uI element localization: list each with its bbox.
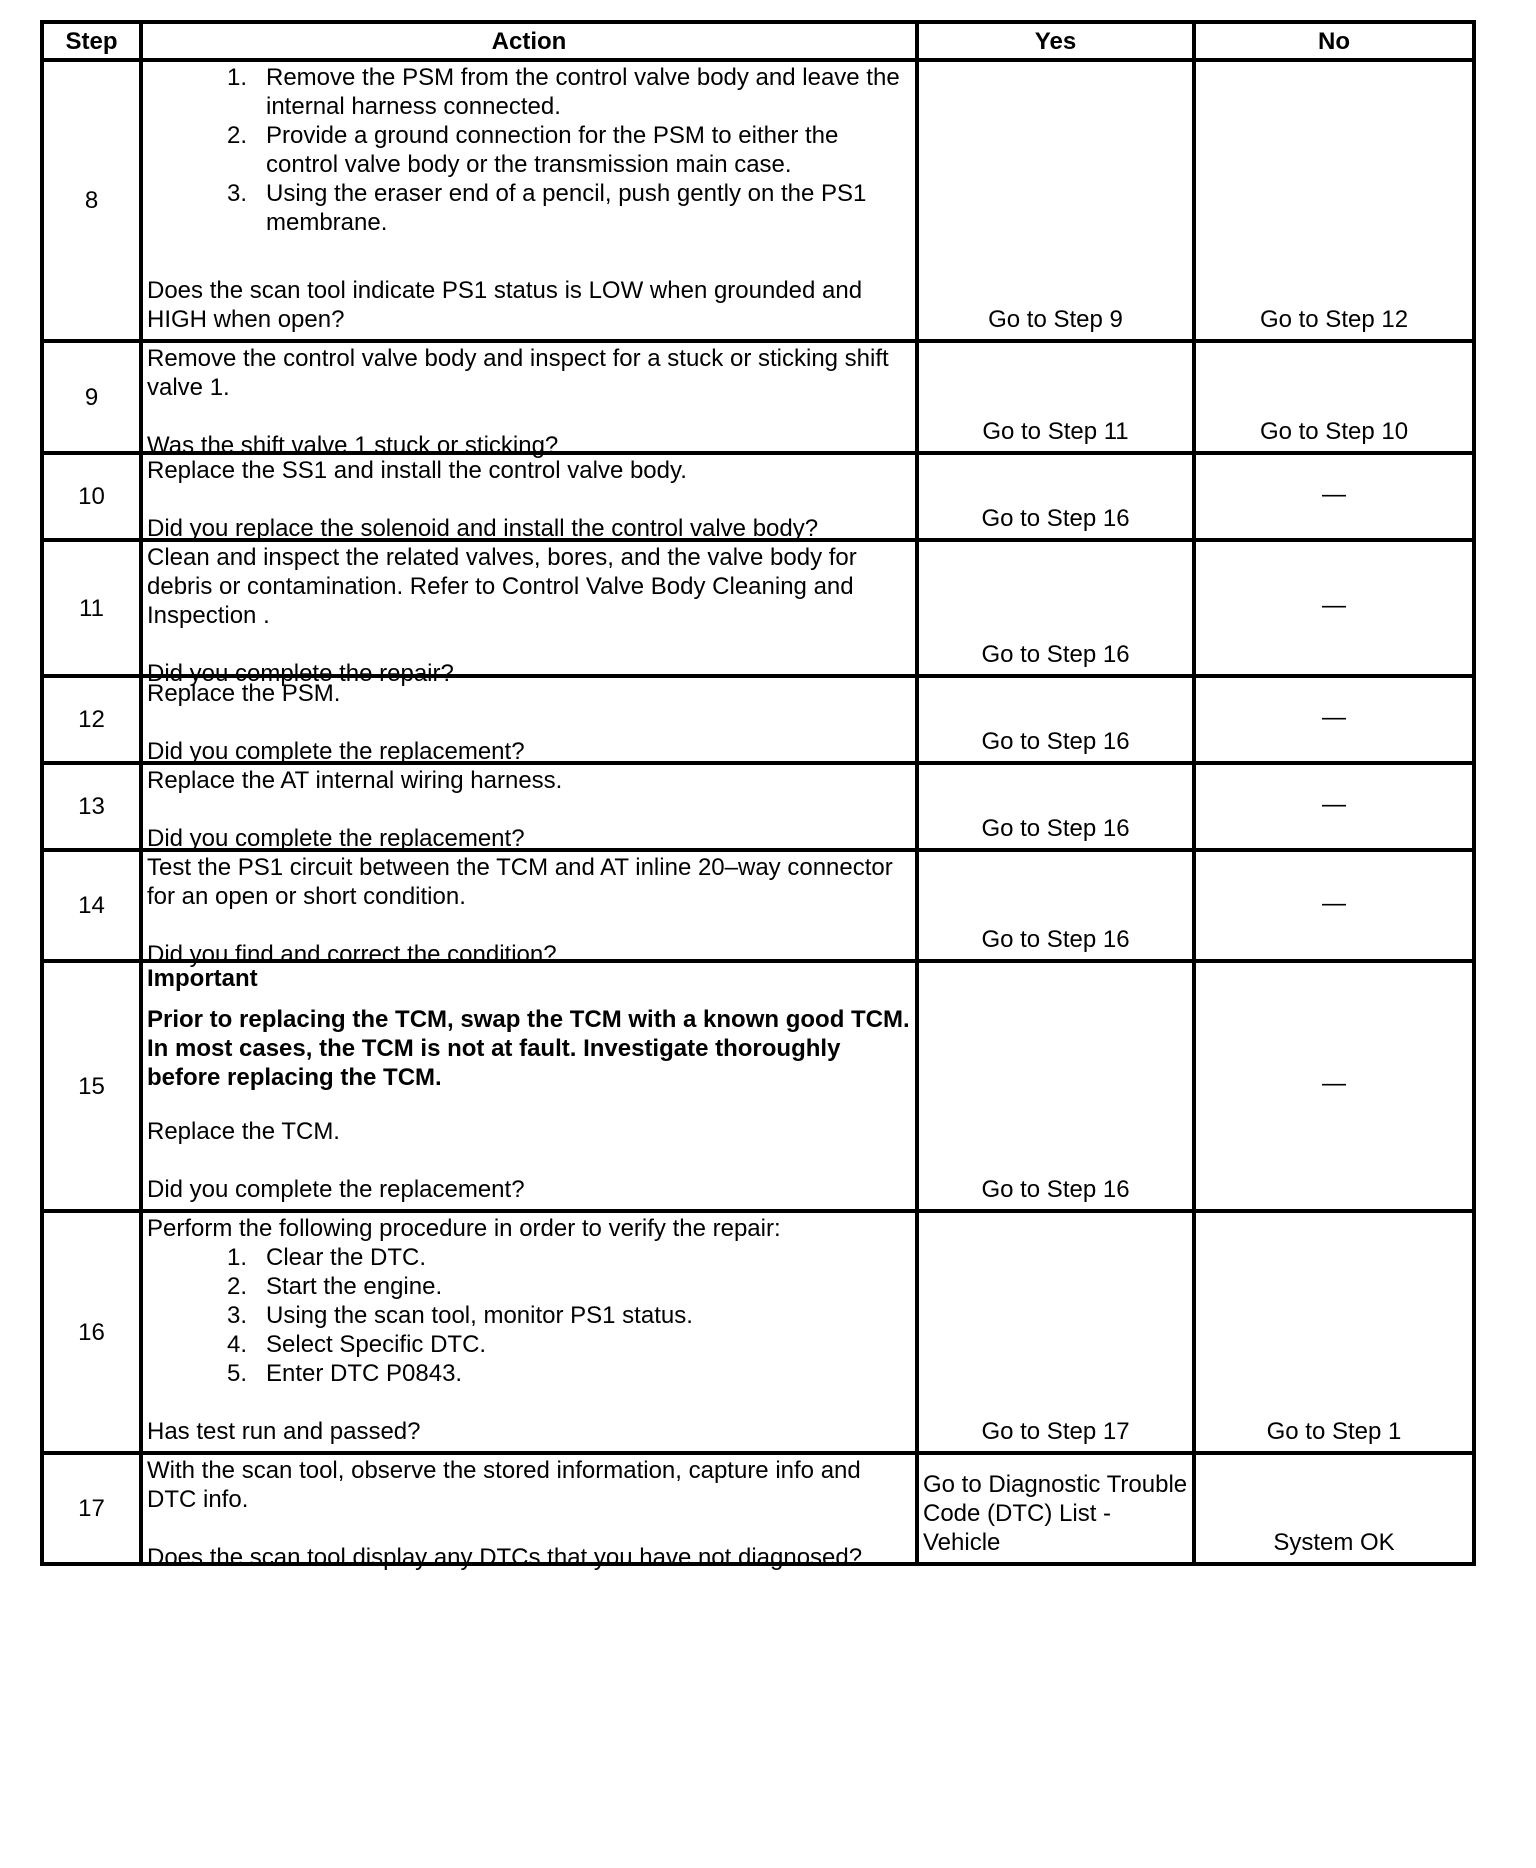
no-result: —	[1322, 1070, 1346, 1097]
list-item-number: 2.	[226, 122, 247, 149]
list-item-text: Provide a ground connection for the PSM to either the control valve body or the transmission main case.	[266, 122, 839, 178]
step-number: 8	[42, 60, 141, 341]
table-row	[42, 1211, 1474, 1453]
action-text: Remove the control valve body and inspect for a stuck or sticking shift valve 1.	[147, 345, 889, 401]
table-body	[42, 60, 1474, 1571]
yes-result: Go to Step 16	[981, 641, 1130, 668]
important-heading: Important	[147, 965, 258, 992]
list-item-number: 1.	[226, 64, 247, 91]
no-cell	[1194, 1453, 1474, 1564]
action-question: Was the shift valve 1 stuck or sticking?	[147, 432, 559, 459]
list-item	[147, 1272, 911, 1301]
action-question: Did you complete the repair?	[147, 660, 454, 687]
no-cell	[1194, 850, 1474, 961]
list-item-number: 4.	[226, 1331, 247, 1358]
yes-result: Go to Step 16	[981, 926, 1130, 953]
action-question: Did you replace the solenoid and install the control valve body?	[147, 515, 819, 542]
header-row	[42, 22, 1474, 60]
list-item	[147, 121, 911, 179]
list-item-text: Using the scan tool, monitor PS1 status.	[266, 1302, 693, 1329]
action-text: Replace the PSM.	[147, 680, 341, 707]
yes-cell	[917, 1453, 1194, 1564]
list-item	[147, 1301, 911, 1330]
list-item	[147, 179, 911, 237]
action-cell	[141, 60, 917, 341]
step-number: 10	[42, 453, 141, 540]
list-item-text: Select Specific DTC.	[266, 1331, 487, 1358]
yes-result: Go to Diagnostic Trouble Code (DTC) List - Vehicle	[923, 1471, 1188, 1556]
yes-result: Go to Step 9	[988, 306, 1123, 333]
action-cell	[141, 1453, 917, 1571]
action-question: Has test run and passed?	[147, 1418, 421, 1445]
step-number: 11	[42, 540, 141, 676]
table-row	[42, 961, 1474, 1211]
important-note: Prior to replacing the TCM, swap the TCM with a known good TCM. In most cases, the TCM is not at fault. Investigate thoroughly before replacing the TCM.	[147, 1006, 910, 1092]
list-item-text: Remove the PSM from the control valve body and leave the internal harness connected.	[266, 64, 900, 120]
yes-cell	[917, 1211, 1194, 1453]
action-cell	[141, 676, 917, 763]
action-question: Did you complete the replacement?	[147, 1175, 525, 1203]
yes-result: Go to Step 16	[981, 728, 1130, 755]
yes-cell	[917, 60, 1194, 341]
no-cell	[1194, 341, 1474, 453]
list-item-text: Using the eraser end of a pencil, push gently on the PS1 membrane.	[266, 180, 867, 236]
yes-cell	[917, 676, 1194, 763]
no-result: —	[1322, 592, 1346, 619]
table-row	[42, 676, 1474, 763]
yes-result: Go to Step 11	[982, 418, 1129, 445]
no-result: —	[1322, 790, 1346, 818]
list-item-number: 5.	[226, 1360, 247, 1387]
action-cell	[141, 453, 917, 540]
yes-cell	[917, 961, 1194, 1211]
list-item	[147, 1359, 911, 1388]
list-item-text: Start the engine.	[266, 1273, 443, 1300]
step-number: 12	[42, 676, 141, 763]
action-text: With the scan tool, observe the stored information, capture info and DTC info.	[147, 1457, 861, 1513]
action-cell	[141, 1211, 917, 1453]
yes-result: Go to Step 16	[981, 1176, 1130, 1203]
yes-result: Go to Step 17	[981, 1418, 1130, 1445]
table-row	[42, 341, 1474, 453]
list-item-number: 1.	[226, 1244, 247, 1271]
procedure-list	[147, 63, 911, 237]
step-number: 13	[42, 763, 141, 850]
no-cell	[1194, 540, 1474, 676]
no-result: System OK	[1273, 1529, 1395, 1556]
yes-cell	[917, 540, 1194, 676]
table-row	[42, 453, 1474, 540]
table-row	[42, 60, 1474, 341]
header-action: Action	[141, 22, 917, 60]
list-item	[147, 1330, 911, 1359]
action-text: Replace the TCM.	[147, 1117, 340, 1145]
no-cell	[1194, 676, 1474, 763]
action-text: Test the PS1 circuit between the TCM and AT inline 20–way connector for an open or short condition.	[147, 854, 893, 910]
no-result: Go to Step 1	[1266, 1418, 1402, 1445]
diagnostic-table	[40, 20, 1476, 1571]
table-row	[42, 850, 1474, 961]
action-cell	[141, 850, 917, 968]
list-item-number: 2.	[226, 1273, 247, 1300]
action-text: Replace the SS1 and install the control valve body.	[147, 457, 687, 484]
no-cell	[1194, 1211, 1474, 1453]
step-number: 15	[42, 961, 141, 1211]
action-cell	[141, 540, 917, 687]
action-text: Replace the AT internal wiring harness.	[147, 767, 563, 794]
no-cell	[1194, 453, 1474, 540]
yes-cell	[917, 763, 1194, 850]
list-item	[147, 1243, 911, 1272]
list-item	[147, 63, 911, 121]
step-number: 17	[42, 1453, 141, 1564]
yes-cell	[917, 453, 1194, 540]
no-result: —	[1322, 889, 1346, 917]
yes-result: Go to Step 16	[981, 815, 1130, 842]
no-cell	[1194, 961, 1474, 1211]
list-item-text: Enter DTC P0843.	[266, 1360, 463, 1387]
yes-cell	[917, 850, 1194, 961]
table-row	[42, 763, 1474, 850]
action-question: Did you find and correct the condition?	[147, 941, 557, 968]
action-text: Perform the following procedure in order to verify the repair:	[147, 1215, 781, 1242]
table-row	[42, 1453, 1474, 1564]
no-result: —	[1322, 480, 1346, 508]
table-row	[42, 540, 1474, 676]
action-text: Clean and inspect the related valves, bores, and the valve body for debris or contamination. Refer to Control Valve Body Cleaning and Inspection .	[147, 544, 857, 629]
no-result: Go to Step 10	[1259, 418, 1409, 445]
step-number: 9	[42, 341, 141, 453]
no-result: Go to Step 12	[1259, 306, 1409, 333]
step-number: 16	[42, 1211, 141, 1453]
list-item-number: 3.	[226, 1302, 247, 1329]
action-cell	[141, 763, 917, 850]
yes-result: Go to Step 16	[981, 505, 1130, 532]
list-item-text: Clear the DTC.	[266, 1244, 427, 1271]
action-question: Did you complete the replacement?	[147, 825, 525, 852]
action-cell	[141, 961, 917, 1211]
action-question: Did you complete the replacement?	[147, 738, 525, 765]
action-question: Does the scan tool indicate PS1 status is LOW when grounded and HIGH when open?	[147, 277, 863, 333]
no-cell	[1194, 763, 1474, 850]
action-cell	[141, 341, 917, 459]
no-result: —	[1322, 703, 1346, 731]
header-yes: Yes	[917, 22, 1194, 60]
no-cell	[1194, 60, 1474, 341]
step-number: 14	[42, 850, 141, 961]
list-item-number: 3.	[226, 180, 247, 207]
action-question: Does the scan tool display any DTCs that you have not diagnosed?	[147, 1544, 863, 1571]
header-no: No	[1194, 22, 1474, 60]
header-step: Step	[42, 22, 141, 60]
yes-cell	[917, 341, 1194, 453]
procedure-list	[147, 1243, 911, 1388]
